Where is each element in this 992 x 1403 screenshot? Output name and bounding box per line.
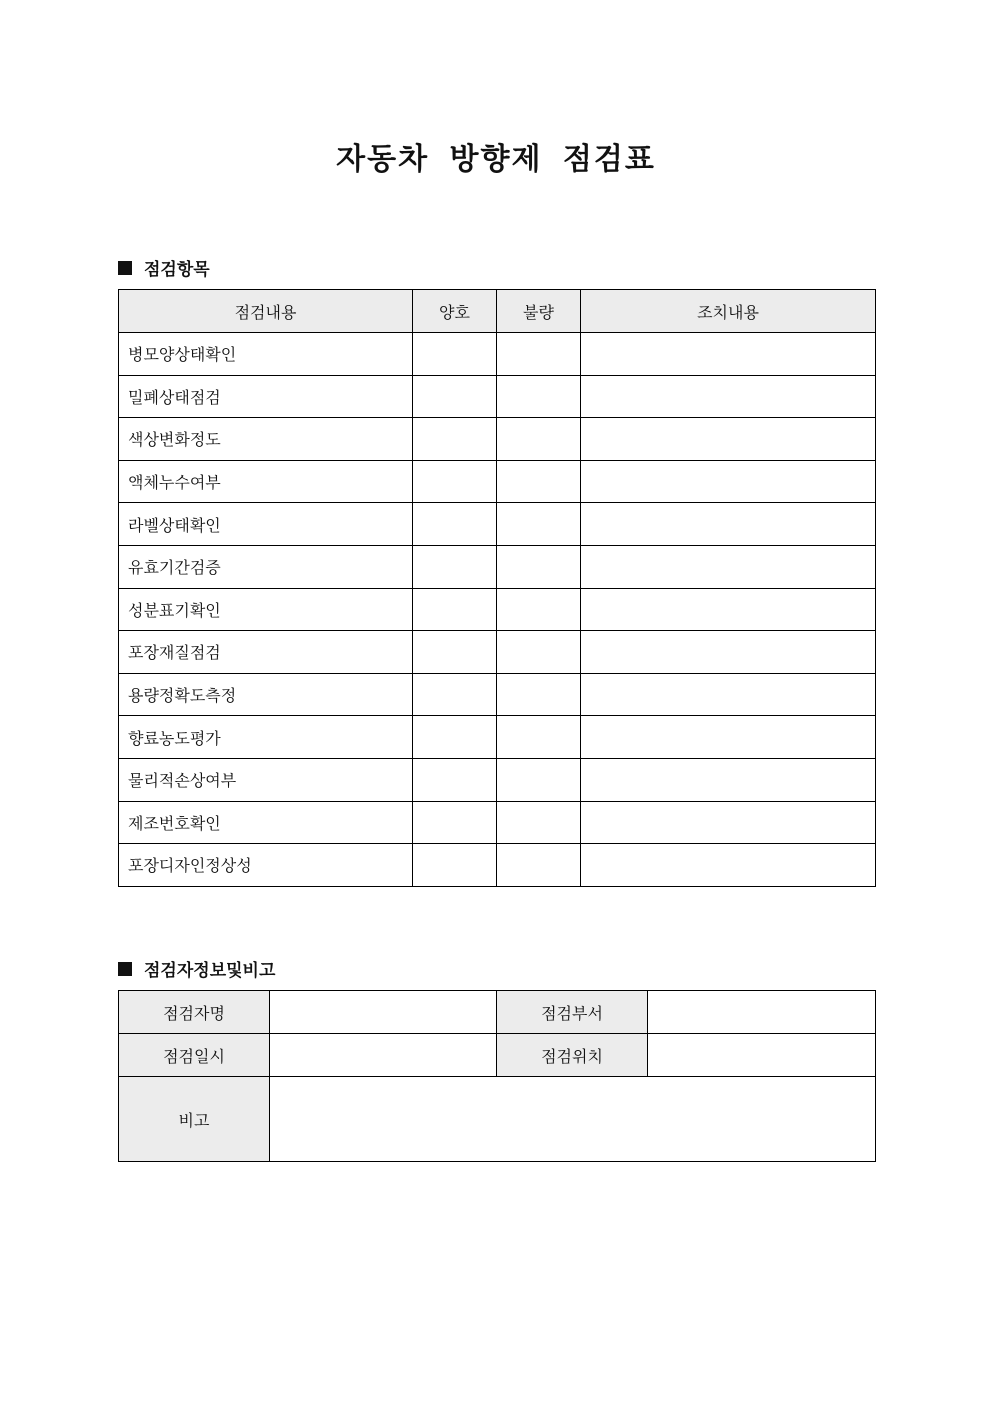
inspection-item-label: 성분표기확인 xyxy=(119,588,413,631)
action-content-cell[interactable] xyxy=(581,545,876,588)
inspector-name-label: 점검자명 xyxy=(119,991,270,1034)
table-row xyxy=(119,460,876,503)
section-heading-inspector-info xyxy=(118,956,275,981)
header-action: 조치내용 xyxy=(581,290,876,333)
table-row xyxy=(119,844,876,887)
good-check-cell[interactable] xyxy=(413,801,497,844)
bad-check-cell[interactable] xyxy=(497,418,581,461)
inspection-items-table xyxy=(118,289,876,887)
table-row xyxy=(119,716,876,759)
table-row xyxy=(119,991,876,1034)
action-content-cell[interactable] xyxy=(581,460,876,503)
action-content-cell[interactable] xyxy=(581,801,876,844)
action-content-cell[interactable] xyxy=(581,588,876,631)
bad-check-cell[interactable] xyxy=(497,375,581,418)
inspection-item-label: 액체누수여부 xyxy=(119,460,413,503)
department-field[interactable] xyxy=(648,991,876,1034)
bad-check-cell[interactable] xyxy=(497,545,581,588)
bad-check-cell[interactable] xyxy=(497,588,581,631)
section-heading-label: 점검항목 xyxy=(144,260,210,280)
action-content-cell[interactable] xyxy=(581,631,876,674)
good-check-cell[interactable] xyxy=(413,503,497,546)
good-check-cell[interactable] xyxy=(413,673,497,716)
table-row xyxy=(119,333,876,376)
page-title: 자동차 방향제 점검표 xyxy=(336,142,656,177)
inspection-item-label: 색상변화정도 xyxy=(119,418,413,461)
remarks-field[interactable] xyxy=(270,1077,876,1162)
inspector-info-table xyxy=(118,990,876,1162)
table-header-row xyxy=(119,290,876,333)
table-row xyxy=(119,588,876,631)
table-row xyxy=(119,758,876,801)
table-row xyxy=(119,631,876,674)
table-row xyxy=(119,1034,876,1077)
inspection-item-label: 향료농도평가 xyxy=(119,716,413,759)
inspection-item-label: 포장디자인정상성 xyxy=(119,844,413,887)
bad-check-cell[interactable] xyxy=(497,333,581,376)
inspection-item-label: 용량정확도측정 xyxy=(119,673,413,716)
datetime-label: 점검일시 xyxy=(119,1034,270,1077)
bad-check-cell[interactable] xyxy=(497,716,581,759)
inspection-item-label: 제조번호확인 xyxy=(119,801,413,844)
good-check-cell[interactable] xyxy=(413,716,497,759)
inspection-item-label: 포장재질점검 xyxy=(119,631,413,674)
square-bullet-icon xyxy=(118,962,132,976)
remarks-label: 비고 xyxy=(119,1077,270,1162)
inspection-item-label: 라벨상태확인 xyxy=(119,503,413,546)
location-field[interactable] xyxy=(648,1034,876,1077)
good-check-cell[interactable] xyxy=(413,418,497,461)
bad-check-cell[interactable] xyxy=(497,503,581,546)
header-inspection-content: 점검내용 xyxy=(119,290,413,333)
bad-check-cell[interactable] xyxy=(497,758,581,801)
header-bad: 불량 xyxy=(497,290,581,333)
bad-check-cell[interactable] xyxy=(497,631,581,674)
inspector-name-field[interactable] xyxy=(270,991,497,1034)
good-check-cell[interactable] xyxy=(413,588,497,631)
good-check-cell[interactable] xyxy=(413,631,497,674)
location-label: 점검위치 xyxy=(497,1034,648,1077)
table-row xyxy=(119,418,876,461)
good-check-cell[interactable] xyxy=(413,375,497,418)
action-content-cell[interactable] xyxy=(581,716,876,759)
bad-check-cell[interactable] xyxy=(497,844,581,887)
section-heading-inspection-items xyxy=(118,255,210,280)
inspection-item-label: 물리적손상여부 xyxy=(119,758,413,801)
good-check-cell[interactable] xyxy=(413,333,497,376)
table-row xyxy=(119,801,876,844)
table-row xyxy=(119,375,876,418)
table-row xyxy=(119,1077,876,1162)
department-label: 점검부서 xyxy=(497,991,648,1034)
header-good: 양호 xyxy=(413,290,497,333)
inspection-item-label: 밀폐상태점검 xyxy=(119,375,413,418)
table-row xyxy=(119,503,876,546)
table-row xyxy=(119,673,876,716)
good-check-cell[interactable] xyxy=(413,758,497,801)
action-content-cell[interactable] xyxy=(581,758,876,801)
bad-check-cell[interactable] xyxy=(497,460,581,503)
action-content-cell[interactable] xyxy=(581,844,876,887)
square-bullet-icon xyxy=(118,261,132,275)
action-content-cell[interactable] xyxy=(581,503,876,546)
inspection-item-label: 유효기간검증 xyxy=(119,545,413,588)
datetime-field[interactable] xyxy=(270,1034,497,1077)
good-check-cell[interactable] xyxy=(413,460,497,503)
table-row xyxy=(119,545,876,588)
bad-check-cell[interactable] xyxy=(497,673,581,716)
section-heading-label: 점검자정보및비고 xyxy=(144,961,276,981)
action-content-cell[interactable] xyxy=(581,673,876,716)
inspection-item-label: 병모양상태확인 xyxy=(119,333,413,376)
action-content-cell[interactable] xyxy=(581,418,876,461)
action-content-cell[interactable] xyxy=(581,375,876,418)
bad-check-cell[interactable] xyxy=(497,801,581,844)
good-check-cell[interactable] xyxy=(413,844,497,887)
good-check-cell[interactable] xyxy=(413,545,497,588)
action-content-cell[interactable] xyxy=(581,333,876,376)
